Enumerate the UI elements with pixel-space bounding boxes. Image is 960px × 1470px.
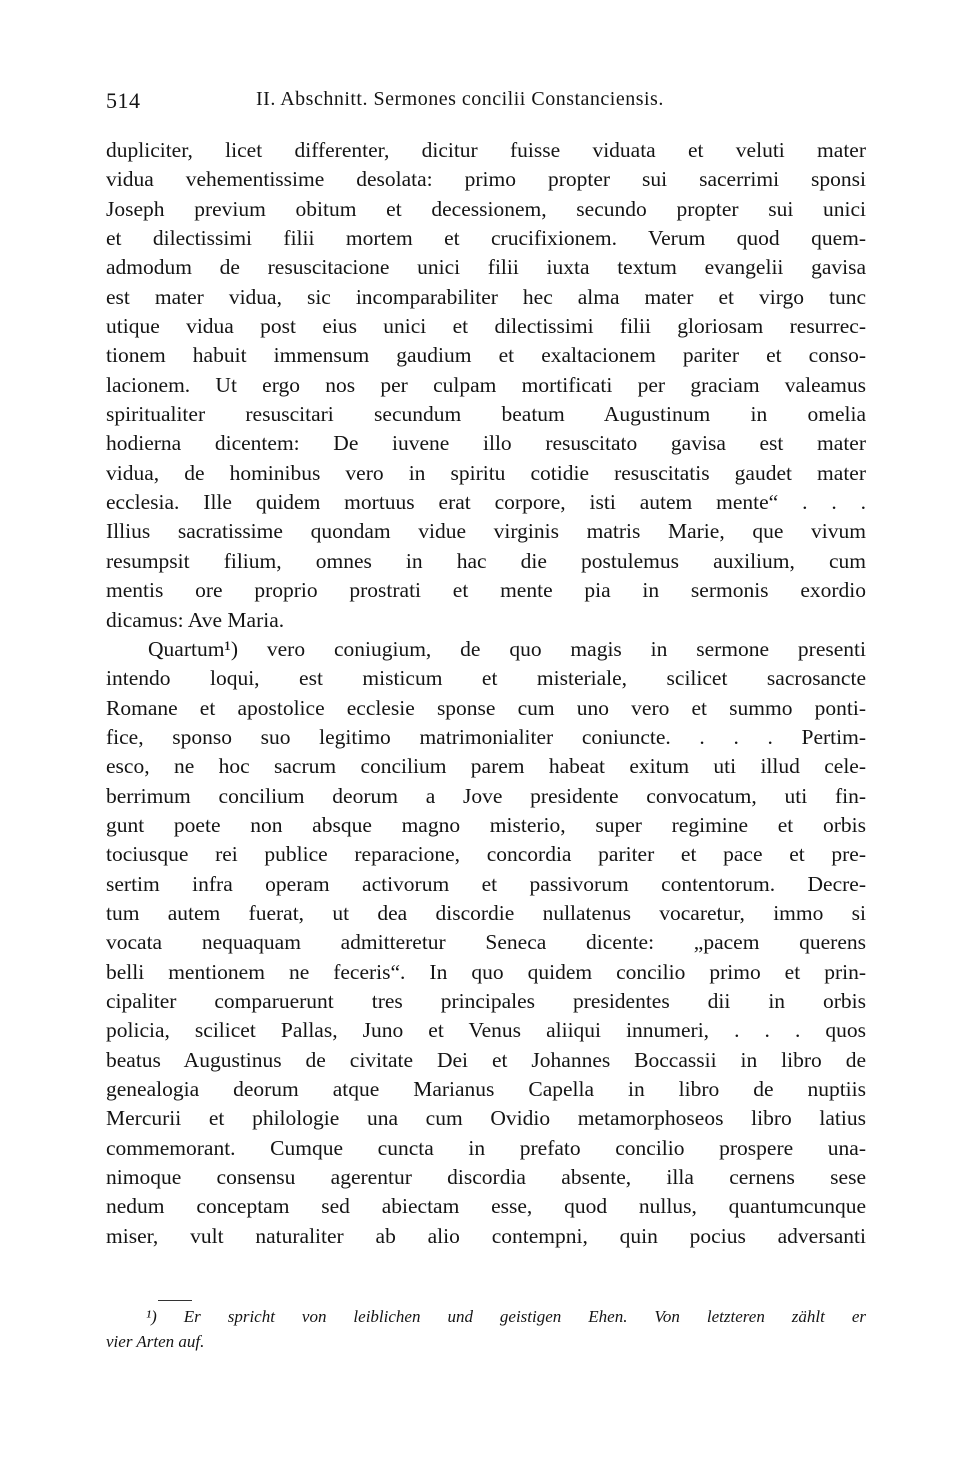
text-line: resumpsit filium, omnes in hac die postulemus auxilium, cum: [106, 548, 866, 573]
text-line: Romane et apostolice ecclesie sponse cum uno vero et summo ponti-: [106, 695, 866, 720]
footnote-line: ¹) Er spricht von leiblichen und geistigen Ehen. Von letzteren zählt er: [146, 1307, 866, 1326]
text-line: commemorant. Cumque cuncta in prefato concilio prospere una-: [106, 1135, 866, 1160]
text-line: miser, vult naturaliter ab alio contempni, quin pocius adversanti: [106, 1223, 866, 1248]
text-line: est mater vidua, sic incomparabiliter hec alma mater et virgo tunc: [106, 284, 866, 309]
text-line: et dilectissimi filii mortem et crucifixionem. Verum quod quem-: [106, 226, 866, 251]
text-line: hodierna dicentem: De iuvene illo resuscitato gavisa est mater: [106, 431, 866, 456]
text-line: vocata nequaquam admitteretur Seneca dicente: „pacem querens: [106, 930, 866, 955]
text-line: tum autem fuerat, ut dea discordie nullatenus vocaretur, immo si: [106, 900, 866, 925]
text-line: genealogia deorum atque Marianus Capella in libro de nuptiis: [106, 1077, 866, 1101]
text-line: vidua vehementissime desolata: primo propter sui sacerrimi sponsi: [106, 167, 866, 192]
text-line: policia, scilicet Pallas, Juno et Venus aliiqui innumeri, . . . quos: [106, 1018, 866, 1043]
text-line: ecclesia. Ille quidem mortuus erat corpore, isti autem mente“ . . .: [106, 490, 866, 515]
body-text: [106, 136, 866, 1251]
running-head: II. Abschnitt. Sermones concilii Constanciensis.: [256, 88, 664, 110]
text-line: nedum conceptam sed abiectam esse, quod nullus, quantumcunque: [106, 1194, 866, 1219]
text-line: esco, ne hoc sacrum concilium parem habeat exitum uti illud cele-: [106, 754, 866, 779]
text-line: dupliciter, licet differenter, dicitur fuisse viduata et veluti mater: [106, 138, 866, 162]
text-line: dicamus: Ave Maria.: [106, 607, 285, 632]
text-line: utique vidua post eius unici et dilectissimi filii gloriosam resurrec-: [106, 314, 866, 339]
text-line: vidua, de hominibus vero in spiritu cotidie resuscitatis gaudet mater: [106, 460, 866, 485]
text-line: admodum de resuscitacione unici filii iuxta textum evangelii gavisa: [106, 255, 866, 280]
text-line: belli mentionem ne feceris“. In quo quidem concilio primo et prin-: [106, 959, 866, 984]
text-line: Illius sacratissime quondam vidue virginis matris Marie, que vivum: [106, 519, 866, 544]
text-line: Joseph previum obitum et decessionem, secundo propter sui unici: [106, 196, 866, 221]
text-line: lacionem. Ut ergo nos per culpam mortificati per graciam valeamus: [106, 372, 866, 397]
footnote-divider: [158, 1300, 192, 1301]
text-line: spiritualiter resuscitari secundum beatum Augustinum in omelia: [106, 402, 866, 427]
text-line: fice, sponso suo legitimo matrimonialiter coniuncte. . . . Pertim-: [106, 724, 866, 749]
text-line: tociusque rei publice reparacione, concordia pariter et pace et pre-: [106, 842, 866, 867]
text-line: beatus Augustinus de civitate Dei et Johannes Boccassii in libro de: [106, 1047, 866, 1072]
text-line: Quartum¹) vero coniugium, de quo magis in sermone presenti: [148, 636, 866, 661]
text-line: intendo loqui, est misticum et misteriale, scilicet sacrosancte: [106, 666, 866, 691]
text-line: sertim infra operam activorum et passivorum contentorum. Decre-: [106, 871, 866, 896]
page-header: [106, 88, 866, 118]
footnote-line: vier Arten auf.: [106, 1332, 205, 1351]
text-line: gunt poete non absque magno misterio, super regimine et orbis: [106, 812, 866, 837]
text-line: cipaliter comparuerunt tres principales presidentes dii in orbis: [106, 988, 866, 1013]
footnotes: [106, 1304, 866, 1354]
text-line: berrimum concilium deorum a Jove presidente convocatum, uti fin-: [106, 783, 866, 808]
text-line: Mercurii et philologie una cum Ovidio metamorphoseos libro latius: [106, 1106, 866, 1131]
text-line: nimoque consensu agerentur discordia absente, illa cernens sese: [106, 1165, 866, 1190]
text-line: mentis ore proprio prostrati et mente pia in sermonis exordio: [106, 578, 866, 603]
text-line: tionem habuit immensum gaudium et exaltacionem pariter et conso-: [106, 343, 866, 368]
page-number: 514: [106, 88, 141, 113]
